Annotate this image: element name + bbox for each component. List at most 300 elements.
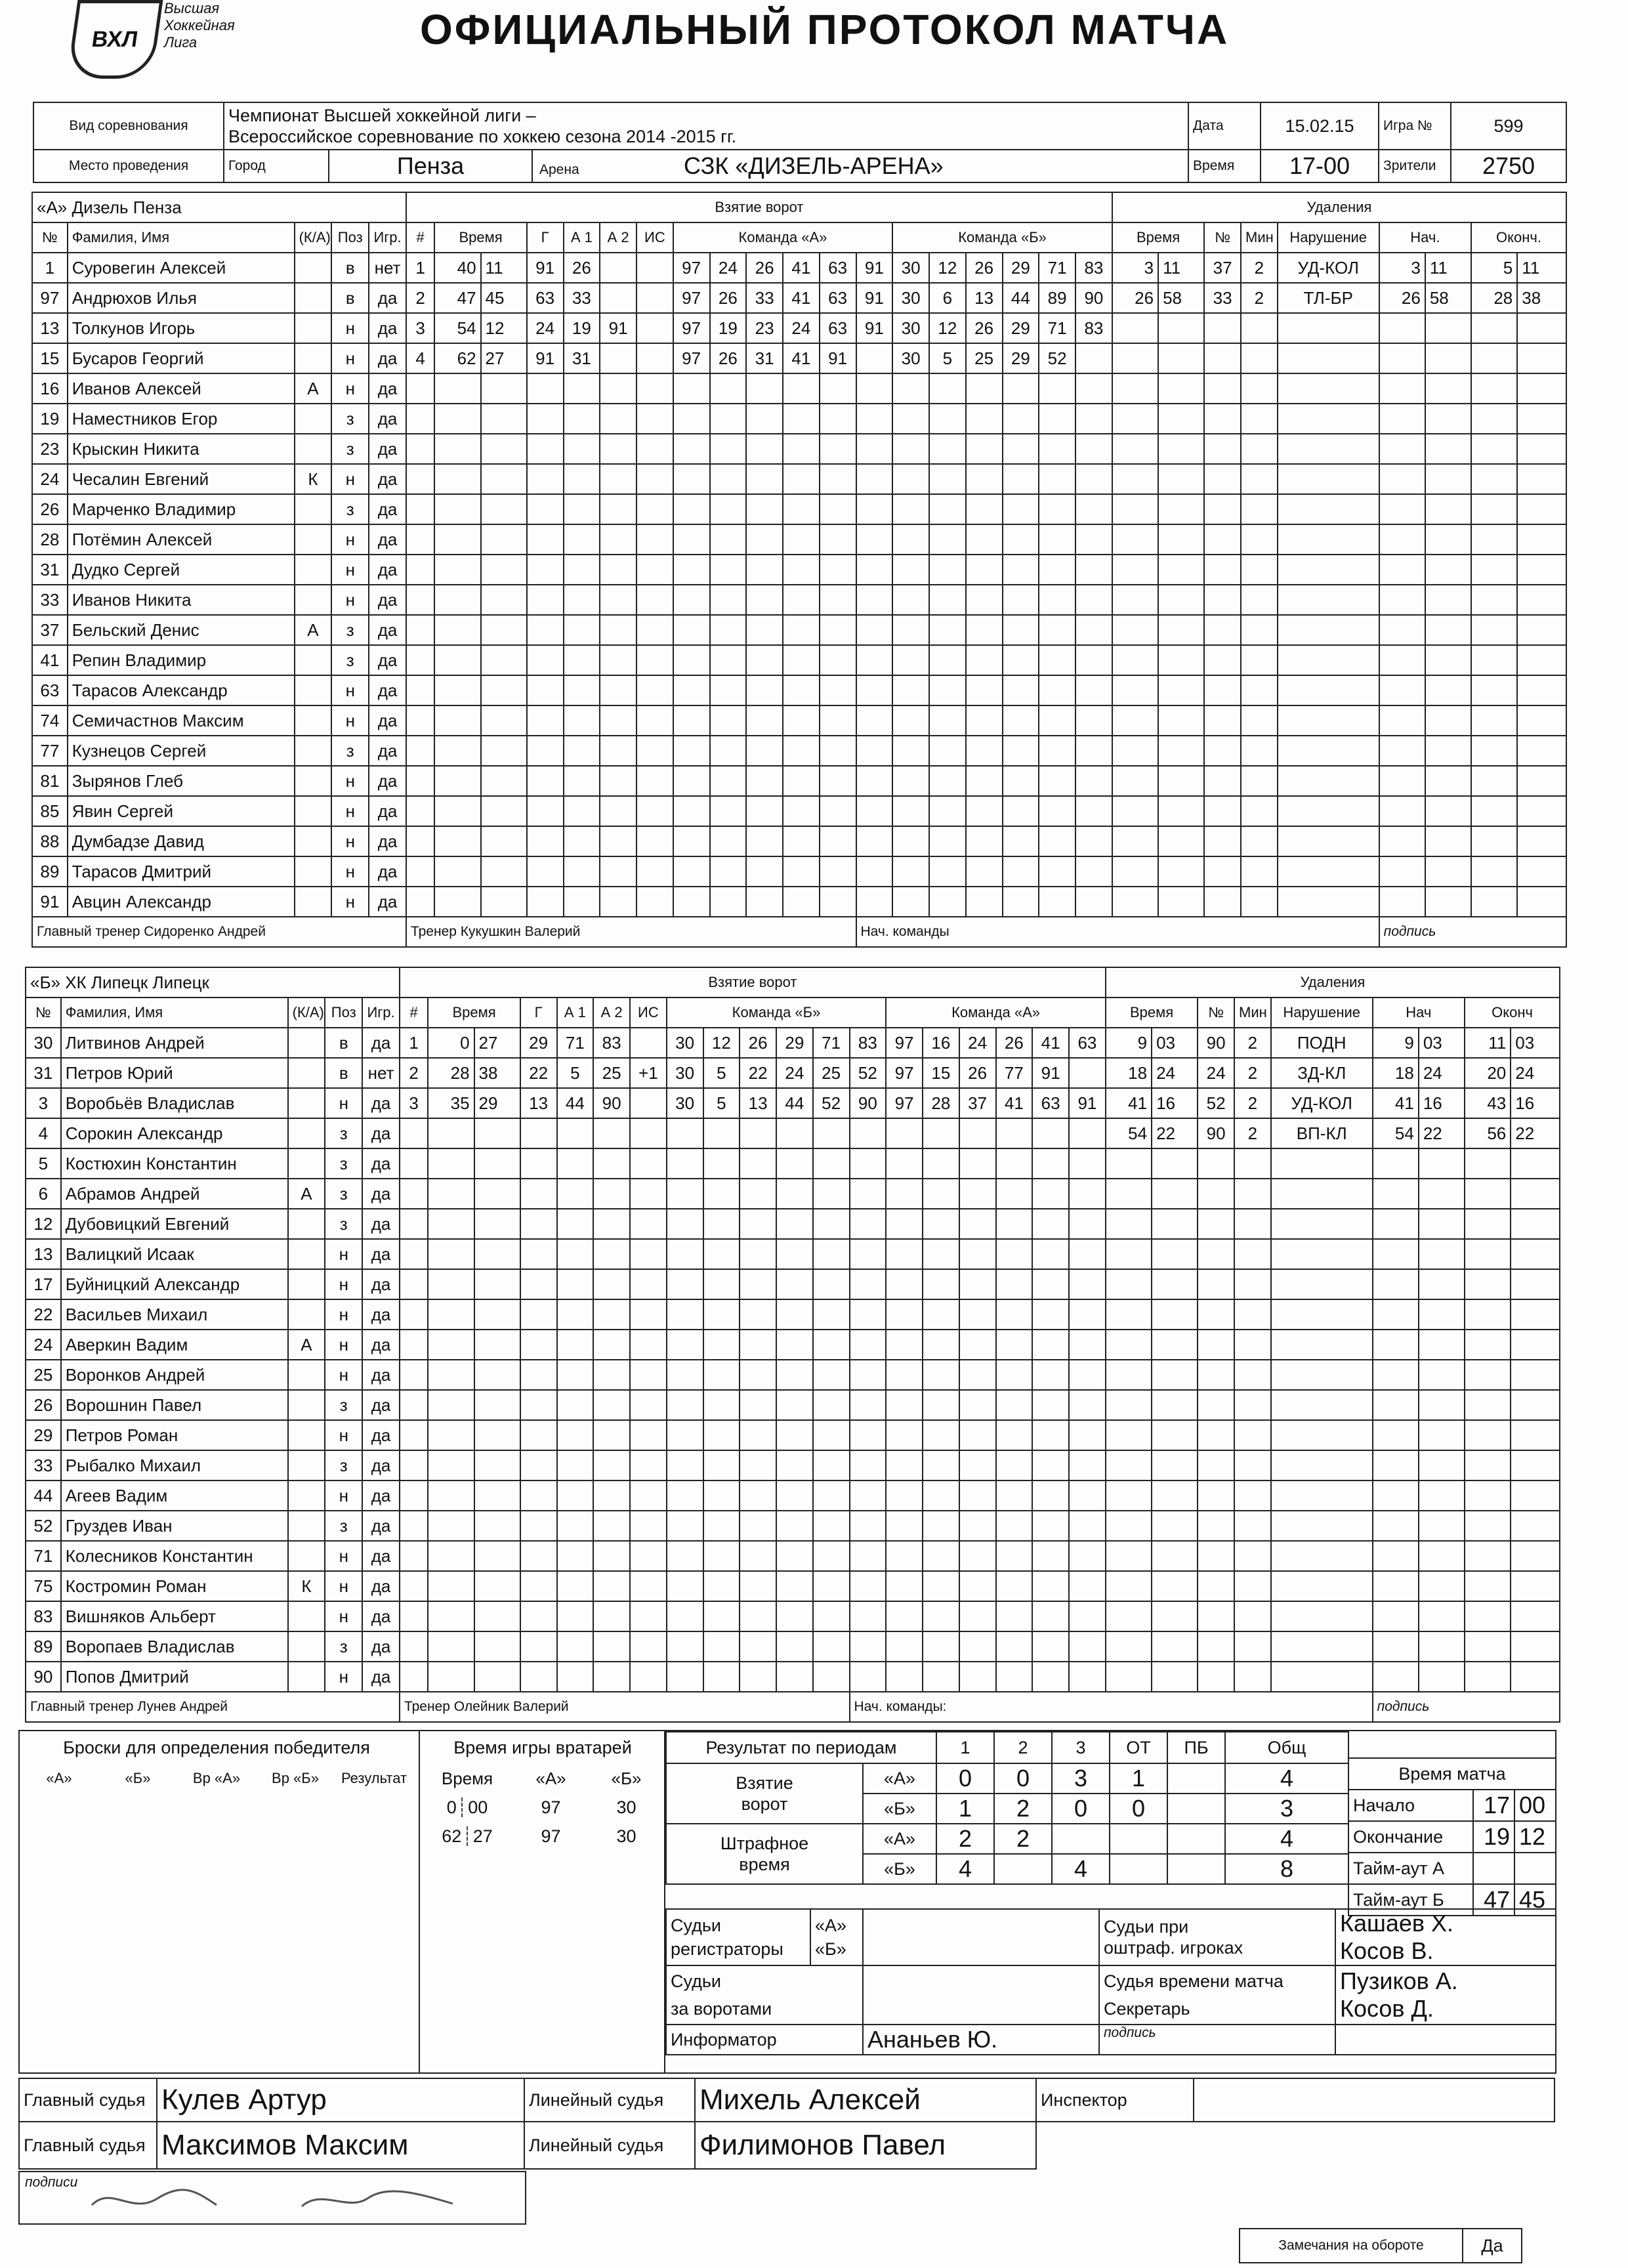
empty-goal-cell (776, 1390, 813, 1420)
goal-second (481, 796, 527, 826)
penalty-second (1152, 1631, 1198, 1662)
penalty-end-sec (1517, 675, 1566, 705)
empty-goal-cell (746, 494, 783, 524)
penalty-player (1198, 1420, 1234, 1450)
own-lineup-player: 24 (710, 253, 747, 283)
player-number: 89 (26, 1631, 61, 1662)
empty-goal-cell (600, 675, 637, 705)
own-lineup-player: 5 (703, 1088, 740, 1118)
penalty-minute (1112, 555, 1158, 585)
col-opp-lineup: Команда «Б» (892, 222, 1112, 253)
goal-second (474, 1541, 520, 1571)
empty-goal-cell (746, 736, 783, 766)
opp-lineup-player: 71 (1039, 253, 1075, 283)
empty-goal-cell (1032, 1511, 1069, 1541)
player-captain-mark (288, 1209, 325, 1239)
empty-goal-cell (929, 373, 966, 404)
player-played: да (369, 856, 406, 887)
empty-goal-cell (520, 1269, 557, 1299)
penalty-minutes (1241, 494, 1278, 524)
goal-second (481, 373, 527, 404)
penalty-start-sec (1419, 1541, 1465, 1571)
penalty-end-sec (1511, 1601, 1560, 1631)
goal-number (406, 796, 434, 826)
player-number: 41 (32, 645, 68, 675)
player-played: да (369, 796, 406, 826)
penalty-type (1271, 1209, 1373, 1239)
opp-lineup-player: 83 (1075, 253, 1112, 283)
empty-goal-cell (740, 1239, 776, 1269)
opp-lineup-player: 97 (886, 1028, 923, 1058)
empty-goal-cell (1069, 1390, 1106, 1420)
empty-goal-cell (746, 645, 783, 675)
linesman-label-2: Линейный судья (524, 2122, 695, 2169)
registrars-teams (810, 1909, 863, 1965)
empty-goal-cell (783, 826, 820, 856)
empty-goal-cell (593, 1330, 630, 1360)
goal-second (474, 1330, 520, 1360)
period-so-header: ПБ (1167, 1732, 1225, 1763)
empty-goal-cell (966, 524, 1003, 555)
team-b-section (25, 967, 1560, 1723)
player-captain-mark (295, 343, 332, 373)
referee-signature-icon (85, 2179, 479, 2218)
goal-second (481, 675, 527, 705)
penalty-player (1198, 1179, 1234, 1209)
goal-number (400, 1480, 428, 1511)
goal-minute (434, 645, 480, 675)
empty-goal-cell (813, 1601, 850, 1631)
goal-number: 2 (406, 283, 434, 313)
player-played: да (362, 1360, 400, 1390)
empty-goal-cell (746, 856, 783, 887)
goal-number (406, 585, 434, 615)
goal-assist-1: 5 (557, 1058, 594, 1088)
col-own-lineup: Команда «А» (673, 222, 893, 253)
empty-goal-cell (813, 1631, 850, 1662)
own-lineup-player: 90 (850, 1088, 887, 1118)
empty-goal-cell (564, 464, 600, 494)
penalty-minutes (1234, 1330, 1271, 1360)
penalty-minute (1106, 1209, 1152, 1239)
goal-second (474, 1511, 520, 1541)
empty-goal-cell (996, 1420, 1033, 1450)
empty-goal-cell (966, 826, 1003, 856)
penalty-second (1152, 1450, 1198, 1480)
empty-goal-cell (710, 404, 747, 434)
penalty-player (1204, 615, 1241, 645)
col-ka: (К/А) (295, 222, 332, 253)
empty-goal-cell (710, 524, 747, 555)
penalty-minute: 18 (1106, 1058, 1152, 1088)
penalty-start-sec: 11 (1425, 253, 1471, 283)
penalty-type (1278, 887, 1379, 917)
period-row-label: Штрафное время (666, 1824, 863, 1884)
penalty-type (1278, 766, 1379, 796)
empty-goal-cell (1039, 404, 1075, 434)
player-number: 75 (26, 1571, 61, 1601)
opp-lineup-player: 29 (1003, 343, 1039, 373)
penalty-end-min (1465, 1360, 1511, 1390)
empty-goal-cell (746, 464, 783, 494)
player-played: нет (362, 1058, 400, 1088)
goal-assist-1: 19 (564, 313, 600, 343)
empty-goal-cell (600, 887, 637, 917)
empty-goal-cell (557, 1390, 594, 1420)
divider (419, 1731, 420, 2072)
col-pen-start: Нач (1373, 998, 1465, 1028)
goal-minute (428, 1541, 474, 1571)
col-assist-2: А 2 (600, 222, 637, 253)
penalty-start-sec (1419, 1450, 1465, 1480)
penalty-end-min (1471, 736, 1517, 766)
team-chief: Нач. команды: (850, 1692, 1373, 1722)
empty-goal-cell (740, 1631, 776, 1662)
arena-value: СЗК «ДИЗЕЛЬ-АРЕНА» (684, 152, 944, 179)
league-line-3: Лига (164, 34, 198, 51)
empty-goal-cell (703, 1299, 740, 1330)
period-value: 0 (1110, 1794, 1167, 1824)
penalty-minutes (1241, 555, 1278, 585)
empty-goal-cell (710, 796, 747, 826)
penalty-minutes (1241, 826, 1278, 856)
empty-goal-cell (856, 645, 893, 675)
empty-goal-cell (1032, 1571, 1069, 1601)
penalty-type (1271, 1450, 1373, 1480)
player-position: з (325, 1631, 362, 1662)
goal-minute (434, 675, 480, 705)
empty-goal-cell (746, 615, 783, 645)
penalty-start-min (1379, 585, 1425, 615)
penalty-type (1278, 494, 1379, 524)
empty-goal-cell (520, 1118, 557, 1148)
player-position: н (325, 1088, 362, 1118)
goal-minute (434, 615, 480, 645)
league-name (164, 0, 235, 51)
penalty-end-min (1465, 1480, 1511, 1511)
head-coach: Главный тренер Сидоренко Андрей (32, 917, 406, 947)
empty-goal-cell (966, 373, 1003, 404)
penalty-start-min (1379, 434, 1425, 464)
empty-goal-cell (959, 1269, 996, 1299)
goal-minute (434, 585, 480, 615)
empty-goal-cell (783, 887, 820, 917)
empty-goal-cell (923, 1662, 959, 1692)
player-name: Авцин Александр (68, 887, 295, 917)
player-number: 19 (32, 404, 68, 434)
empty-goal-cell (630, 1571, 667, 1601)
opp-lineup-player: 91 (1032, 1058, 1069, 1088)
penalty-second (1158, 887, 1204, 917)
penalty-end-min (1465, 1420, 1511, 1450)
empty-goal-cell (667, 1239, 703, 1269)
empty-goal-cell (673, 766, 710, 796)
empty-goal-cell (886, 1360, 923, 1390)
player-captain-mark (295, 705, 332, 736)
goal-scorer: 29 (520, 1028, 557, 1058)
empty-goal-cell (1003, 675, 1039, 705)
goal-scorer: 24 (527, 313, 564, 343)
player-played: да (362, 1239, 400, 1269)
goal-minute (428, 1662, 474, 1692)
empty-goal-cell (1032, 1662, 1069, 1692)
player-number: 26 (26, 1390, 61, 1420)
penalty-end-min (1471, 373, 1517, 404)
period-row-team: «А» (863, 1763, 936, 1794)
penalty-type: ЗД-КЛ (1271, 1058, 1373, 1088)
goal-number (400, 1118, 428, 1148)
penalty-start-sec (1419, 1239, 1465, 1269)
empty-goal-cell (966, 494, 1003, 524)
empty-goal-cell (527, 736, 564, 766)
penalty-player (1198, 1239, 1234, 1269)
penalty-end-sec (1517, 796, 1566, 826)
goal-minute (428, 1511, 474, 1541)
penalty-second (1158, 615, 1204, 645)
player-position: з (325, 1118, 362, 1148)
penalty-second (1152, 1269, 1198, 1299)
period-value: 2 (994, 1794, 1052, 1824)
penalty-start-min: 26 (1379, 283, 1425, 313)
empty-goal-cell (740, 1662, 776, 1692)
penalty-player: 24 (1198, 1058, 1234, 1088)
empty-goal-cell (892, 856, 929, 887)
empty-goal-cell (959, 1631, 996, 1662)
penalty-start-min (1373, 1330, 1419, 1360)
goal-minute (428, 1601, 474, 1631)
empty-goal-cell (959, 1571, 996, 1601)
empty-goal-cell (667, 1330, 703, 1360)
penalty-second (1152, 1360, 1198, 1390)
penalty-start-sec (1425, 826, 1471, 856)
own-lineup-player: 91 (856, 253, 893, 283)
penalty-second (1158, 856, 1204, 887)
penalty-start-min (1379, 887, 1425, 917)
period-3-header: 3 (1052, 1732, 1110, 1763)
goalie-time-col-a: «А» (535, 1768, 566, 1788)
empty-goal-cell (557, 1601, 594, 1631)
player-name: Валицкий Исаак (61, 1239, 288, 1269)
empty-goal-cell (1075, 736, 1112, 766)
goal-minute: 0 (428, 1028, 474, 1058)
penalty-start-min (1373, 1631, 1419, 1662)
player-position: в (325, 1028, 362, 1058)
empty-goal-cell (637, 887, 673, 917)
empty-goal-cell (813, 1179, 850, 1209)
empty-goal-cell (600, 796, 637, 826)
remarks-table (1239, 2228, 1522, 2263)
own-lineup-player: 83 (850, 1028, 887, 1058)
player-name: Ворошнин Павел (61, 1390, 288, 1420)
goal-second: 12 (481, 313, 527, 343)
empty-goal-cell (923, 1601, 959, 1631)
empty-goal-cell (850, 1360, 887, 1390)
empty-goal-cell (740, 1541, 776, 1571)
penalty-minute (1112, 343, 1158, 373)
player-position: н (331, 796, 369, 826)
player-captain-mark (295, 796, 332, 826)
period-value: 1 (936, 1794, 994, 1824)
empty-goal-cell (637, 675, 673, 705)
empty-goal-cell (710, 856, 747, 887)
empty-goal-cell (1003, 434, 1039, 464)
goalie-time-col-b: «Б» (611, 1768, 642, 1788)
player-name: Андрюхов Илья (68, 283, 295, 313)
period-row-team: «Б» (863, 1854, 936, 1884)
empty-goal-cell (996, 1450, 1033, 1480)
player-captain-mark (288, 1058, 325, 1088)
empty-goal-cell (959, 1360, 996, 1390)
goal-assist-1: 44 (557, 1088, 594, 1118)
empty-goal-cell (673, 464, 710, 494)
penalty-minutes (1241, 434, 1278, 464)
empty-goal-cell (746, 766, 783, 796)
empty-goal-cell (1075, 404, 1112, 434)
opp-lineup-player: 24 (959, 1028, 996, 1058)
empty-goal-cell (776, 1118, 813, 1148)
goalie-time-row (421, 1822, 664, 1851)
col-pen-time: Время (1106, 998, 1198, 1028)
own-lineup-player: 52 (850, 1058, 887, 1088)
player-name: Чесалин Евгений (68, 464, 295, 494)
empty-goal-cell (637, 615, 673, 645)
penalty-player (1204, 494, 1241, 524)
penalty-start-min (1373, 1360, 1419, 1390)
period-value (1052, 1824, 1110, 1854)
player-row (32, 675, 1566, 705)
empty-goal-cell (923, 1239, 959, 1269)
coach: Тренер Олейник Валерий (400, 1692, 850, 1722)
empty-goal-cell (564, 434, 600, 464)
empty-goal-cell (564, 524, 600, 555)
goal-minute: 54 (434, 313, 480, 343)
empty-goal-cell (520, 1662, 557, 1692)
empty-goal-cell (923, 1390, 959, 1420)
linesman-2: Филимонов Павел (695, 2122, 1036, 2169)
penalty-start-sec (1425, 796, 1471, 826)
player-row (32, 434, 1566, 464)
empty-goal-cell (1069, 1118, 1106, 1148)
logo-text: ВХЛ (90, 26, 140, 52)
opp-lineup-player: 63 (1032, 1088, 1069, 1118)
empty-goal-cell (746, 434, 783, 464)
penalty-player (1198, 1571, 1234, 1601)
empty-goal-cell (1032, 1480, 1069, 1511)
penalty-end-min (1471, 313, 1517, 343)
empty-goal-cell (820, 524, 856, 555)
own-lineup-player: 63 (820, 283, 856, 313)
own-lineup-player: 23 (746, 313, 783, 343)
player-played: да (369, 736, 406, 766)
empty-goal-cell (856, 464, 893, 494)
empty-goal-cell (703, 1601, 740, 1631)
empty-goal-cell (850, 1511, 887, 1541)
empty-goal-cell (600, 736, 637, 766)
empty-goal-cell (1003, 856, 1039, 887)
penalty-end-sec (1511, 1571, 1560, 1601)
goal-strength (637, 313, 673, 343)
opp-lineup-player: 44 (1003, 283, 1039, 313)
col-pen-time: Время (1112, 222, 1204, 253)
penalty-start-sec (1425, 434, 1471, 464)
empty-goal-cell (923, 1450, 959, 1480)
player-position: н (331, 313, 369, 343)
player-played: да (362, 1269, 400, 1299)
empty-goal-cell (703, 1420, 740, 1450)
penalty-end-sec (1517, 343, 1566, 373)
empty-goal-cell (520, 1601, 557, 1631)
goal-second: 27 (474, 1028, 520, 1058)
goal-second (474, 1390, 520, 1420)
player-row (32, 766, 1566, 796)
empty-goal-cell (892, 675, 929, 705)
player-name: Зырянов Глеб (68, 766, 295, 796)
penalty-start-min (1373, 1148, 1419, 1179)
penalty-end-sec: 38 (1517, 283, 1566, 313)
empty-goal-cell (959, 1541, 996, 1571)
registrars-label-2: регистраторы (671, 1939, 783, 1959)
goal-number: 4 (406, 343, 434, 373)
period-2-header: 2 (994, 1732, 1052, 1763)
empty-goal-cell (527, 373, 564, 404)
goalie-time-title: Время игры вратарей (453, 1737, 632, 1757)
penalty-type (1271, 1239, 1373, 1269)
goal-second (474, 1118, 520, 1148)
own-lineup-player: 63 (820, 253, 856, 283)
penalty-player (1198, 1360, 1234, 1390)
team-a-table (31, 192, 1567, 948)
goal-second (481, 464, 527, 494)
date-label: Дата (1188, 102, 1261, 150)
penalty-end-sec (1517, 645, 1566, 675)
player-played: да (369, 887, 406, 917)
goal-minute (434, 705, 480, 736)
team-chief: Нач. команды (856, 917, 1379, 947)
player-number: 1 (32, 253, 68, 283)
penalty-second (1158, 313, 1204, 343)
empty-goal-cell (520, 1541, 557, 1571)
goal-number (400, 1420, 428, 1450)
player-position: н (325, 1541, 362, 1571)
empty-goal-cell (703, 1239, 740, 1269)
penalty-type (1278, 343, 1379, 373)
empty-goal-cell (966, 856, 1003, 887)
player-row (26, 1179, 1560, 1209)
empty-goal-cell (1069, 1330, 1106, 1360)
goal-number (400, 1269, 428, 1299)
player-captain-mark (288, 1541, 325, 1571)
empty-goal-cell (1069, 1631, 1106, 1662)
penbox-judges (1335, 1909, 1556, 1965)
team-b-table (25, 967, 1560, 1723)
empty-goal-cell (929, 434, 966, 464)
empty-goal-cell (886, 1330, 923, 1360)
col-goal-scorer: Г (520, 998, 557, 1028)
penalty-end-sec (1517, 494, 1566, 524)
player-captain-mark (288, 1118, 325, 1148)
penalty-end-sec (1517, 464, 1566, 494)
col-pen-type: Нарушение (1278, 222, 1379, 253)
empty-goal-cell (740, 1390, 776, 1420)
penalty-end-sec (1511, 1209, 1560, 1239)
empty-goal-cell (1069, 1541, 1106, 1571)
player-number: 77 (32, 736, 68, 766)
penalty-minutes (1234, 1299, 1271, 1330)
player-played: да (362, 1511, 400, 1541)
penalty-second (1158, 434, 1204, 464)
player-number: 83 (26, 1601, 61, 1631)
empty-goal-cell (557, 1148, 594, 1179)
